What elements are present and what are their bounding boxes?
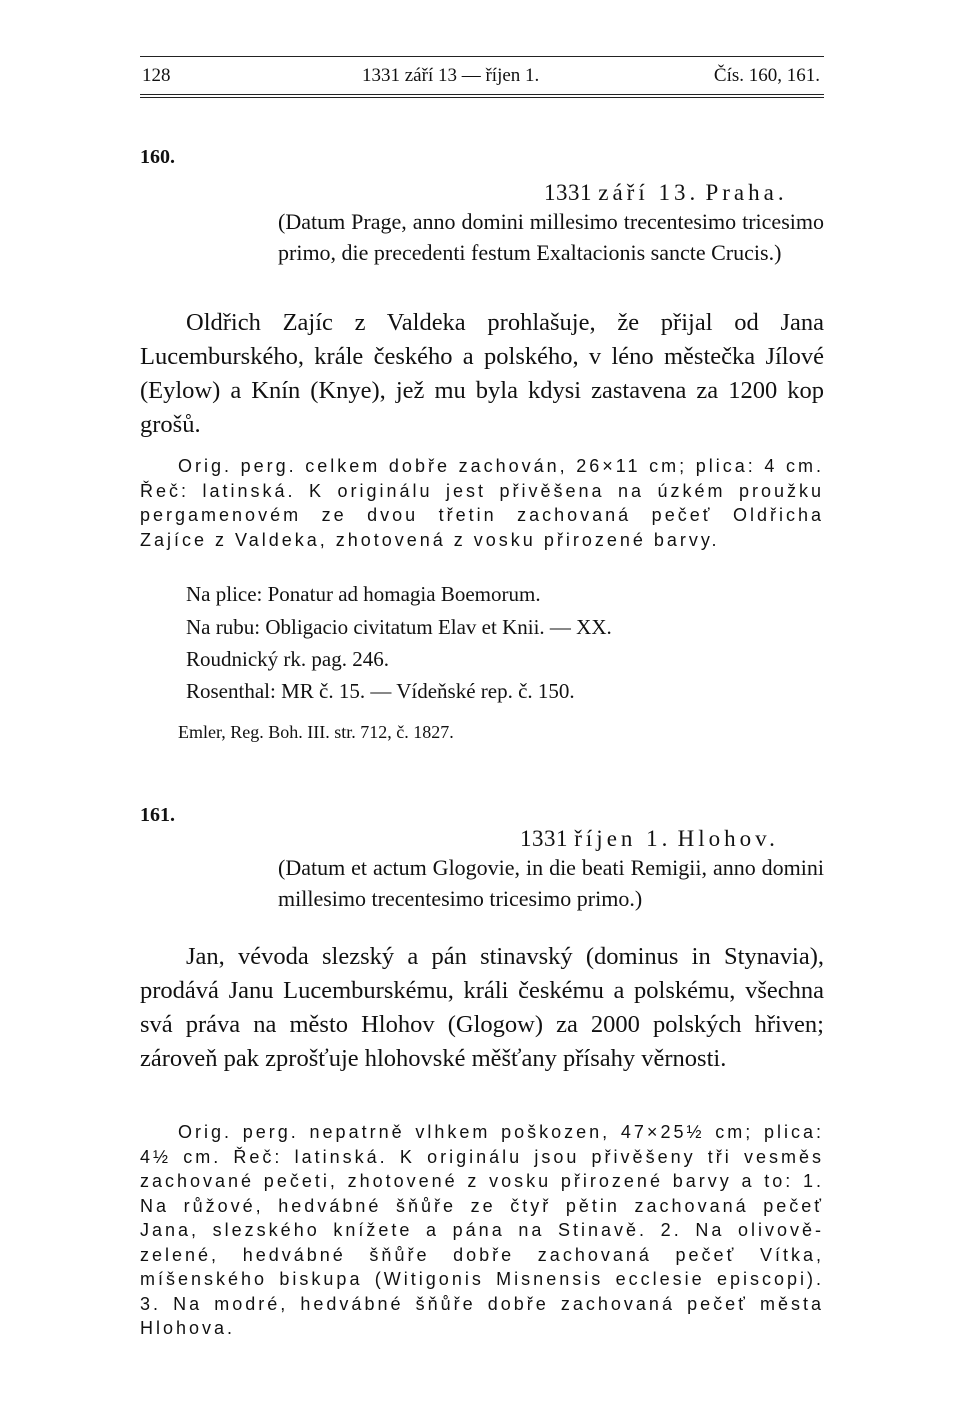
header-entry-numbers: Čís. 160, 161. bbox=[713, 65, 820, 86]
entry-number-160: 160. bbox=[140, 146, 175, 168]
archival-note-161: Orig. perg. nepatrně vlhkem poškozen, 47×25½ cm; plica: 4½ cm. Řeč: latinská. K originálu jsou přivěšeny tři vesměs zachované pečeti, zhotovené z vosku přirozené barvy a to: 1. Na růžové, hedvábné šňůře ze čtyř pětin zachovaná pečeť Jana, slezského knížete a pána na Stinavě. 2. Na olivově-zelené, hedvábné šňůře dobře zachovaná pečeť Vítka, míšenského biskupa (Witigonis Misnensis ecclesie episcopi). 3. Na modré, hedvábné šňůře dobře zachovaná pečeť města Hlohova. bbox=[140, 1122, 824, 1338]
page-number: 128 bbox=[142, 65, 171, 86]
dateline-date: září 13. bbox=[598, 180, 700, 205]
regest-161: Jan, vévoda slezský a pán stinavský (dominus in Stynavia), prodává Janu Lucemburskému, králi českému a polskému, všechna svá práva na město Hlohov (Glogow) za 2000 polských hřiven; zároveň pak zprošťuje hlohovské měšťany přísahy věrnosti. bbox=[140, 943, 824, 1072]
roudnice-ref-160: Roudnický rk. pag. 246. bbox=[186, 647, 389, 671]
rosenthal-ref-160: Rosenthal: MR č. 15. — Vídeňské rep. č. 150. bbox=[186, 679, 575, 703]
regest-160: Oldřich Zajíc z Valdeka prohlašuje, že přijal od Jana Lucemburského, krále českého a polského, v léno městečka Jílové (Eylow) a Knín (Knye), jež mu byla kdysi zastavena za 1200 kop grošů. bbox=[140, 309, 824, 438]
datum-160: (Datum Prage, anno domini millesimo trecentesimo tricesimo primo, die precedenti festum Exaltacionis sancte Crucis.) bbox=[278, 209, 824, 265]
header-rule-top bbox=[140, 56, 824, 57]
dateline-160 bbox=[544, 180, 788, 206]
dateline-place: Praha. bbox=[705, 180, 788, 205]
archival-note-160: Orig. perg. celkem dobře zachován, 26×11 cm; plica: 4 cm. Řeč: latinská. K originálu jest přivěšena na úzkém proužku pergamenovém ze dvou třetin zachovaná pečeť Oldřicha Zajíce z Valdeka, zhotovená z vosku přirozené barvy. bbox=[140, 456, 824, 550]
dateline-place: Hlohov. bbox=[677, 826, 779, 851]
dateline-year: 1331 bbox=[520, 826, 568, 851]
verso-note-160: Na rubu: Obligacio civitatum Elav et Knii. — XX. bbox=[186, 615, 612, 639]
dateline-year: 1331 bbox=[544, 180, 592, 205]
running-header bbox=[140, 62, 824, 90]
dateline-161 bbox=[520, 826, 779, 852]
header-date-range: 1331 září 13 — říjen 1. bbox=[362, 65, 540, 86]
emler-ref-160: Emler, Reg. Boh. III. str. 712, č. 1827. bbox=[178, 722, 454, 742]
entry-number-161: 161. bbox=[140, 804, 175, 826]
header-rule-bottom-double bbox=[140, 97, 824, 98]
dateline-date: říjen 1. bbox=[574, 826, 672, 851]
header-rule-bottom bbox=[140, 94, 824, 95]
datum-161: (Datum et actum Glogovie, in die beati Remigii, anno domini millesimo trecentesimo tricesimo primo.) bbox=[278, 855, 824, 911]
plica-note-160: Na plice: Ponatur ad homagia Boemorum. bbox=[186, 582, 541, 606]
